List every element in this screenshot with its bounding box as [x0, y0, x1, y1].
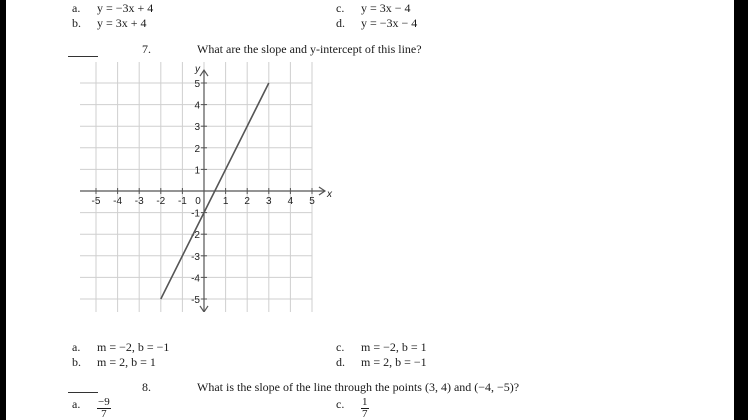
q7-choice-c-letter: c.: [336, 340, 345, 354]
q8-prompt: What is the slope of the line through the points (3, 4) and (−4, −5)?: [197, 380, 520, 394]
q7-choice-b-text: m = 2, b = 1: [97, 355, 156, 369]
q8-answer-blank[interactable]: [68, 392, 98, 393]
prev-choice-c-text: y = 3x − 4: [361, 1, 411, 15]
y-tick-label: -5: [191, 295, 200, 306]
q8-choice-c-fraction: [361, 397, 369, 420]
x-tick-label: 3: [266, 196, 272, 207]
q8-choice-a-denominator: 7: [101, 408, 107, 420]
q8-choice-a-numerator: −9: [98, 396, 110, 408]
y-tick-label: 2: [194, 143, 200, 155]
q7-choice-d-letter: d.: [336, 355, 345, 369]
x-tick-label: -3: [134, 196, 144, 207]
q7-choice-a-text: m = −2, b = −1: [97, 340, 170, 354]
q8-choice-c-numerator: 1: [362, 396, 368, 408]
y-tick-label: 3: [194, 122, 200, 134]
x-tick-label: 2: [244, 196, 250, 207]
q8-choice-a-letter: a.: [72, 397, 81, 411]
y-axis-label: y: [195, 64, 200, 76]
prev-choice-b-letter: b.: [72, 16, 81, 30]
x-tick-label: -4: [113, 196, 123, 207]
prev-choice-b-text: y = 3x + 4: [97, 16, 147, 30]
x-axis-label: x: [326, 189, 332, 200]
right-border: [734, 0, 748, 420]
q7-prompt: What are the slope and y-intercept of this line?: [197, 42, 422, 56]
prev-choice-a-letter: a.: [72, 1, 81, 15]
left-border: [0, 0, 6, 420]
x-tick-label: 1: [222, 196, 229, 207]
x-tick-label: 0: [195, 196, 201, 207]
q8-number: 8.: [142, 380, 151, 394]
q7-number: 7.: [142, 42, 151, 56]
x-tick-label: -1: [177, 196, 187, 207]
y-tick-label: -3: [191, 251, 200, 263]
prev-choice-a-text: y = −3x + 4: [97, 1, 154, 15]
q8-choice-c-denominator: 7: [362, 408, 368, 420]
y-tick-label: -1: [191, 208, 200, 220]
x-tick-label: -5: [91, 196, 101, 207]
y-tick-label: -2: [191, 230, 200, 242]
q8-choice-c-letter: c.: [336, 397, 345, 411]
q7-choice-b-letter: b.: [72, 355, 81, 369]
prev-choice-d-text: y = −3x − 4: [361, 16, 418, 30]
prev-choice-c-letter: c.: [336, 1, 345, 15]
coordinate-graph: [80, 62, 340, 312]
y-tick-label: 5: [194, 79, 200, 90]
graph-axes: [80, 70, 325, 312]
graph-tick-labels: [92, 64, 333, 306]
q7-choice-a-letter: a.: [72, 340, 81, 354]
y-tick-label: 1: [194, 165, 200, 177]
prev-choice-d-letter: d.: [336, 16, 345, 30]
x-tick-label: -2: [156, 196, 166, 207]
q8-choice-a-fraction: [97, 397, 111, 420]
y-tick-label: 4: [194, 100, 200, 112]
q7-choice-d-text: m = 2, b = −1: [361, 355, 427, 369]
y-tick-label: -4: [191, 273, 200, 285]
x-tick-label: 5: [309, 196, 315, 207]
x-tick-label: 4: [287, 196, 294, 207]
q7-choice-c-text: m = −2, b = 1: [361, 340, 427, 354]
q7-answer-blank[interactable]: [68, 56, 98, 57]
